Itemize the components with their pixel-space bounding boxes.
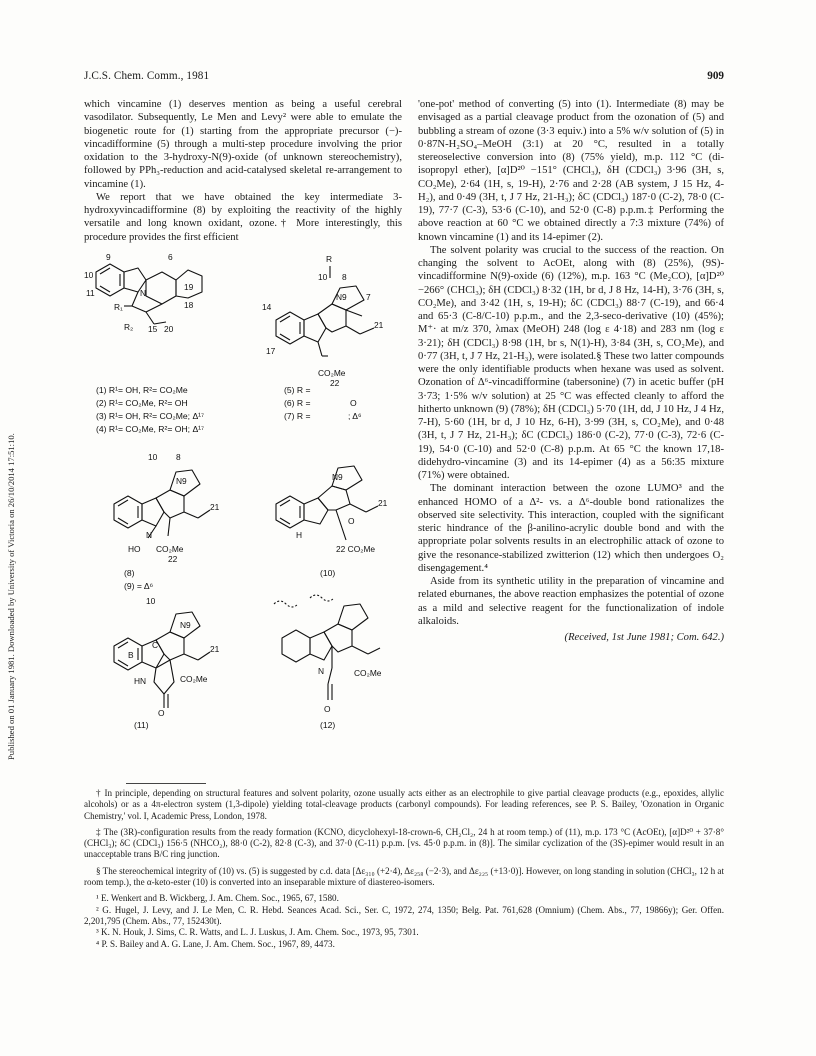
label-co2me-c: CO₂Me	[156, 544, 184, 554]
label-o-f: O	[324, 704, 331, 714]
reference-item: ³ K. N. Houk, J. Sims, C. R. Watts, and L. J. Luskus, J. Am. Chem. Soc., 1973, 95, 7301.	[96, 927, 419, 938]
right-paragraph-1: 'one-pot' method of converting (5) into (1). Intermediate (8) may be envisaged as a partial cleavage product from the ozonation of (5) and bubbling a stream of ozone (3·3 equiv.) into a 5% w/v solution of (5) in 0·87N-H₂SO₄–MeOH (3:1) at 20 °C, resulted in a totally stereoselective conversion into (8) (75% yield), m.p. 112 °C (di-isopropyl ether), [α]D²⁰ −151° (CHCl₃), δH (CDCl₃) 3·96 (3H, s, CO₂Me), 2·64 (1H, s, 19-H), 2·76 and 2·28 (AB system, J 15 Hz, 4-H₂), and 0·49 (3H, t, J 7 Hz, 21-H₃); δC (CDCl₃) 187·0 (C-2), 78·0 (C-19), 77·7 (C-3), 53·6 (C-10), and 52·0 (C-8) p.p.m.‡ Performing the above reaction at 60 °C we obtained directly a 7:3 mixture (74%) of known vincamine (1) and its 14-epimer (2).	[418, 99, 724, 243]
page-header	[84, 70, 724, 86]
label-6: 6	[168, 252, 173, 262]
label-n-f: N	[318, 666, 325, 676]
structure-8	[114, 470, 210, 538]
caption-12: (12)	[320, 720, 336, 730]
label-h-d: H	[296, 530, 303, 540]
left-paragraph-1: which vincamine (1) deserves mention as being a useful cerebral vasodilator. Subsequently, Le Men and Levy² were able to emulate the biogenetic route for (1) starting from the appropriate precursor (−)-vincadifformine (5) through a multi-step procedure involving the prior oxidation to the 3-hydroxy-N(9)-oxide (of unknown stereochemistry), followed by PPh₃-reduction and acid-catalysed skeletal re-arrangement to vincamine (1).	[84, 99, 402, 190]
footnote-section: § The stereochemical integrity of (10) vs. (5) is suggested by c.d. data [Δε₃₁₀ (+2·4), Δε₂₅₈ (−2·3), and Δε₂₂₅ (+13·0)]. However, on long standing in solution (CHCl₃, 12 h at room temp.), the α-keto-ester (10) is converted into an inseparable mixture of diastereo-isomers.	[84, 865, 724, 888]
benzene-ring-12	[282, 630, 310, 662]
footnote-double-dagger: ‡ The (3R)-configuration results from the ready formation (KCNO, dicyclohexyl-18-crown-6, CH₂Cl₂, 24 h at room temp.) of (11), m.p. 173 °C (AcOEt), [α]D²⁰ + 37·8° (CHCl₃); δC (CDCl₃) 156·5 (NHCO₂), 88·0 (C-2), 82·8 (C-3), and 37·0 (C-11) p.p.m. [vs. 45·0 p.p.m. in (8)]. The similar cyclization of the (3S)-epimer would result in an unacceptable trans B/C ring junction.	[84, 826, 724, 860]
structure-10	[276, 466, 378, 540]
caption-3: (3) R¹= OH, R²= CO₂Me; Δ¹⁷	[96, 411, 205, 421]
caption-6-oxygen: O	[350, 398, 357, 408]
download-watermark-text: Published on 01 January 1981. Downloaded by University of Victoria on 26/10/2014 17:51:10.	[6, 433, 16, 760]
label-n-c: N	[146, 530, 153, 540]
label-n1: N	[140, 288, 147, 298]
label-o-e: O	[158, 708, 165, 718]
label-18: 18	[184, 300, 194, 310]
footnote-divider	[126, 783, 206, 784]
caption-2: (2) R¹= CO₂Me, R²= OH	[96, 398, 188, 408]
caption-6: (6) R =	[284, 398, 311, 408]
label-10-b: 10	[318, 272, 328, 282]
journal-title: J.C.S. Chem. Comm., 1981	[84, 70, 210, 82]
footnotes	[84, 788, 724, 950]
label-10-c: 10	[148, 452, 158, 462]
label-r: R	[326, 254, 333, 264]
label-r1: R₁	[114, 302, 123, 312]
label-14-b: 14	[262, 302, 272, 312]
label-hn: HN	[134, 676, 147, 686]
caption-8: (8)	[124, 568, 135, 578]
label-n9: N9	[336, 292, 347, 302]
label-co2me-b: CO₂Me	[318, 368, 346, 378]
caption-10: (10)	[320, 568, 336, 578]
label-9: 9	[106, 252, 111, 262]
label-c: C	[152, 640, 159, 650]
reference-item: ² G. Hugel, J. Levy, and J. Le Men, C. R. Hebd. Seances Acad. Sci., Ser. C, 1972, 274, 1350; Belg. Pat. 761,628 (Omnium) (Chem. Abs., 77, 19866y); Ger. Offen. 2,201,795 (Chem. Abs., 77, 152430t).	[84, 904, 724, 926]
chemical-structures-drawing	[84, 248, 402, 730]
label-8-c: 8	[176, 452, 181, 462]
label-r2: R₂	[124, 322, 134, 332]
label-11: 11	[86, 288, 95, 298]
caption-1: (1) R¹= OH, R²= CO₂Me	[96, 385, 188, 395]
label-8-b: 8	[342, 272, 347, 282]
label-21-e: 21	[210, 644, 220, 654]
caption-7: (7) R =	[284, 411, 311, 421]
label-21-c: 21	[210, 502, 220, 512]
footnote-dagger: † In principle, depending on structural features and solvent polarity, ozone usually acts either as an electrophile to give partial cleavage products (e.g., epoxides, allylic alcohols) or as a 4π-electron system (1,3-dipole) yielding total-cleavage products (carbonyl compounds). For leading references, see P. S. Bailey, 'Ozonation in Organic Chemistry,' vol. I, Academic Press, London, 1978.	[84, 788, 724, 821]
label-19: 19	[184, 282, 194, 292]
structure-12	[274, 595, 380, 700]
caption-11: (11)	[134, 720, 149, 730]
label-22co2me: 22 CO₂Me	[336, 544, 376, 554]
label-21-d: 21	[378, 498, 388, 508]
right-paragraph-4: Aside from its synthetic utility in the preparation of vincamine and related eburnanes, the above reaction emphasizes the potential of ozone as a mild and selective reagent for the functionalization of indole alkaloids.	[418, 576, 724, 627]
caption-7-delta: ; Δ⁶	[348, 411, 362, 421]
label-10: 10	[84, 270, 94, 280]
label-20: 20	[164, 324, 174, 334]
caption-9: (9) = Δ⁶	[124, 581, 154, 591]
page-number: 909	[707, 70, 724, 82]
caption-5: (5) R =	[284, 385, 311, 395]
reference-item: ¹ E. Wenkert and B. Wickberg, J. Am. Chem. Soc., 1965, 67, 1580.	[96, 893, 339, 904]
left-paragraph-2: We report that we have obtained the key intermediate 3-hydroxyvincadifformine (8) by exploiting the reactivity of the highly versatile and long known oxidant, ozone.† More interestingly, this procedure provides the first efficient	[84, 191, 402, 243]
label-7-b: 7	[366, 292, 371, 302]
label-17-b: 17	[266, 346, 276, 356]
label-n9-c: N9	[176, 476, 187, 486]
label-co2me-e: CO₂Me	[180, 674, 208, 684]
label-10-e: 10	[146, 596, 156, 606]
reference-item: ⁴ P. S. Bailey and A. G. Lane, J. Am. Chem. Soc., 1967, 89, 4473.	[96, 938, 335, 949]
references-list	[84, 893, 724, 949]
structure-11	[114, 612, 210, 708]
download-watermark	[4, 240, 18, 760]
label-15: 15	[148, 324, 158, 334]
label-21-b: 21	[374, 320, 384, 330]
right-paragraph-2: The solvent polarity was crucial to the success of the reaction. On changing the solvent to AcOEt, along with (8) (25%), (9S)-vincadifformine N(9)-oxide (6) (12%), m.p. 163 °C (Me₂CO), [α]D²⁰ −266° (CHCl₃); δH (CDCl₃) 8·32 (1H, br d, J 8 Hz, 14-H), 3·76 (3H, s, CO₂Me), and 3·42 (1H, s, 19-H); δC (CDCl₃) 88·7 (C-19), and 66·4 and 65·3 (C-8/C-10) p.p.m., and the 2,3-seco-derivative (10) (45%); M⁺· at m/z 370, λmax (MeOH) 248 (log ε 4·18) and 283 nm (log ε 3·21); δH (CDCl₃) 8·98 (1H, br s, N(1)-H), 3·84 (3H, s, CO₂Me), and 0·77 (3H, t, J 7 Hz, 21-H₃), were isolated.§ These two latter compounds were the only identifiable products when hexane was used as solvent. Ozonation of Δ⁶-vincadifformine (tabersonine) (7) in acetic buffer (pH 3·73; 1·5% w/v solution) at 25 °C was effected cleanly to afford the hitherto unknown (9) (78%); δH (CDCl₃) 5·70 (1H, dd, J 10 Hz, J 4 Hz, 7-H), 5·60 (1H, br d, J 10 Hz, 6-H), 3·99 (3H, s, CO₂Me), and 0·48 (3H, t, J 7 Hz, 21-H₃); δC (CDCl₃) 186·0 (C-2), 77·0 (C-3), 72·6 (C-19), 54·0 (C-10) and 52·0 (C-8) p.p.m. At 65 °C the known 17,18-didehydro-vincamine (3) and its 14-epimer (4) as a 56:35 mixture (71%) were obtained.	[418, 244, 724, 481]
right-paragraph-3: The dominant interaction between the ozone LUMO³ and the enhanced HOMO of a Δ²- vs. a Δ⁶-double bond rationalizes the observed site selectivity. This interaction, coupled with the significant steric hindrance of the β-anilino-acrylic double bond and with the appropriate polar solvents results in an electrophilic attack of ozone to give the resonance-stabilized zwitterion (12) which then undergoes O₂ disengagement.⁴	[418, 483, 724, 574]
left-column	[84, 98, 402, 244]
label-b: B	[128, 650, 134, 660]
label-n9-d: N9	[332, 472, 343, 482]
right-column	[418, 98, 724, 644]
label-ho: HO	[128, 544, 141, 554]
label-22-b: 22	[330, 378, 340, 388]
caption-4: (4) R¹= CO₂Me, R²= OH; Δ¹⁷	[96, 424, 205, 434]
structure-figures	[84, 248, 402, 730]
label-o-d: O	[348, 516, 355, 526]
label-n9-e: N9	[180, 620, 191, 630]
label-22-c: 22	[168, 554, 178, 564]
label-co2me-f: CO₂Me	[354, 668, 382, 678]
structure-eburnane	[96, 264, 202, 324]
received-date: (Received, 1st June 1981; Com. 642.)	[564, 632, 724, 643]
